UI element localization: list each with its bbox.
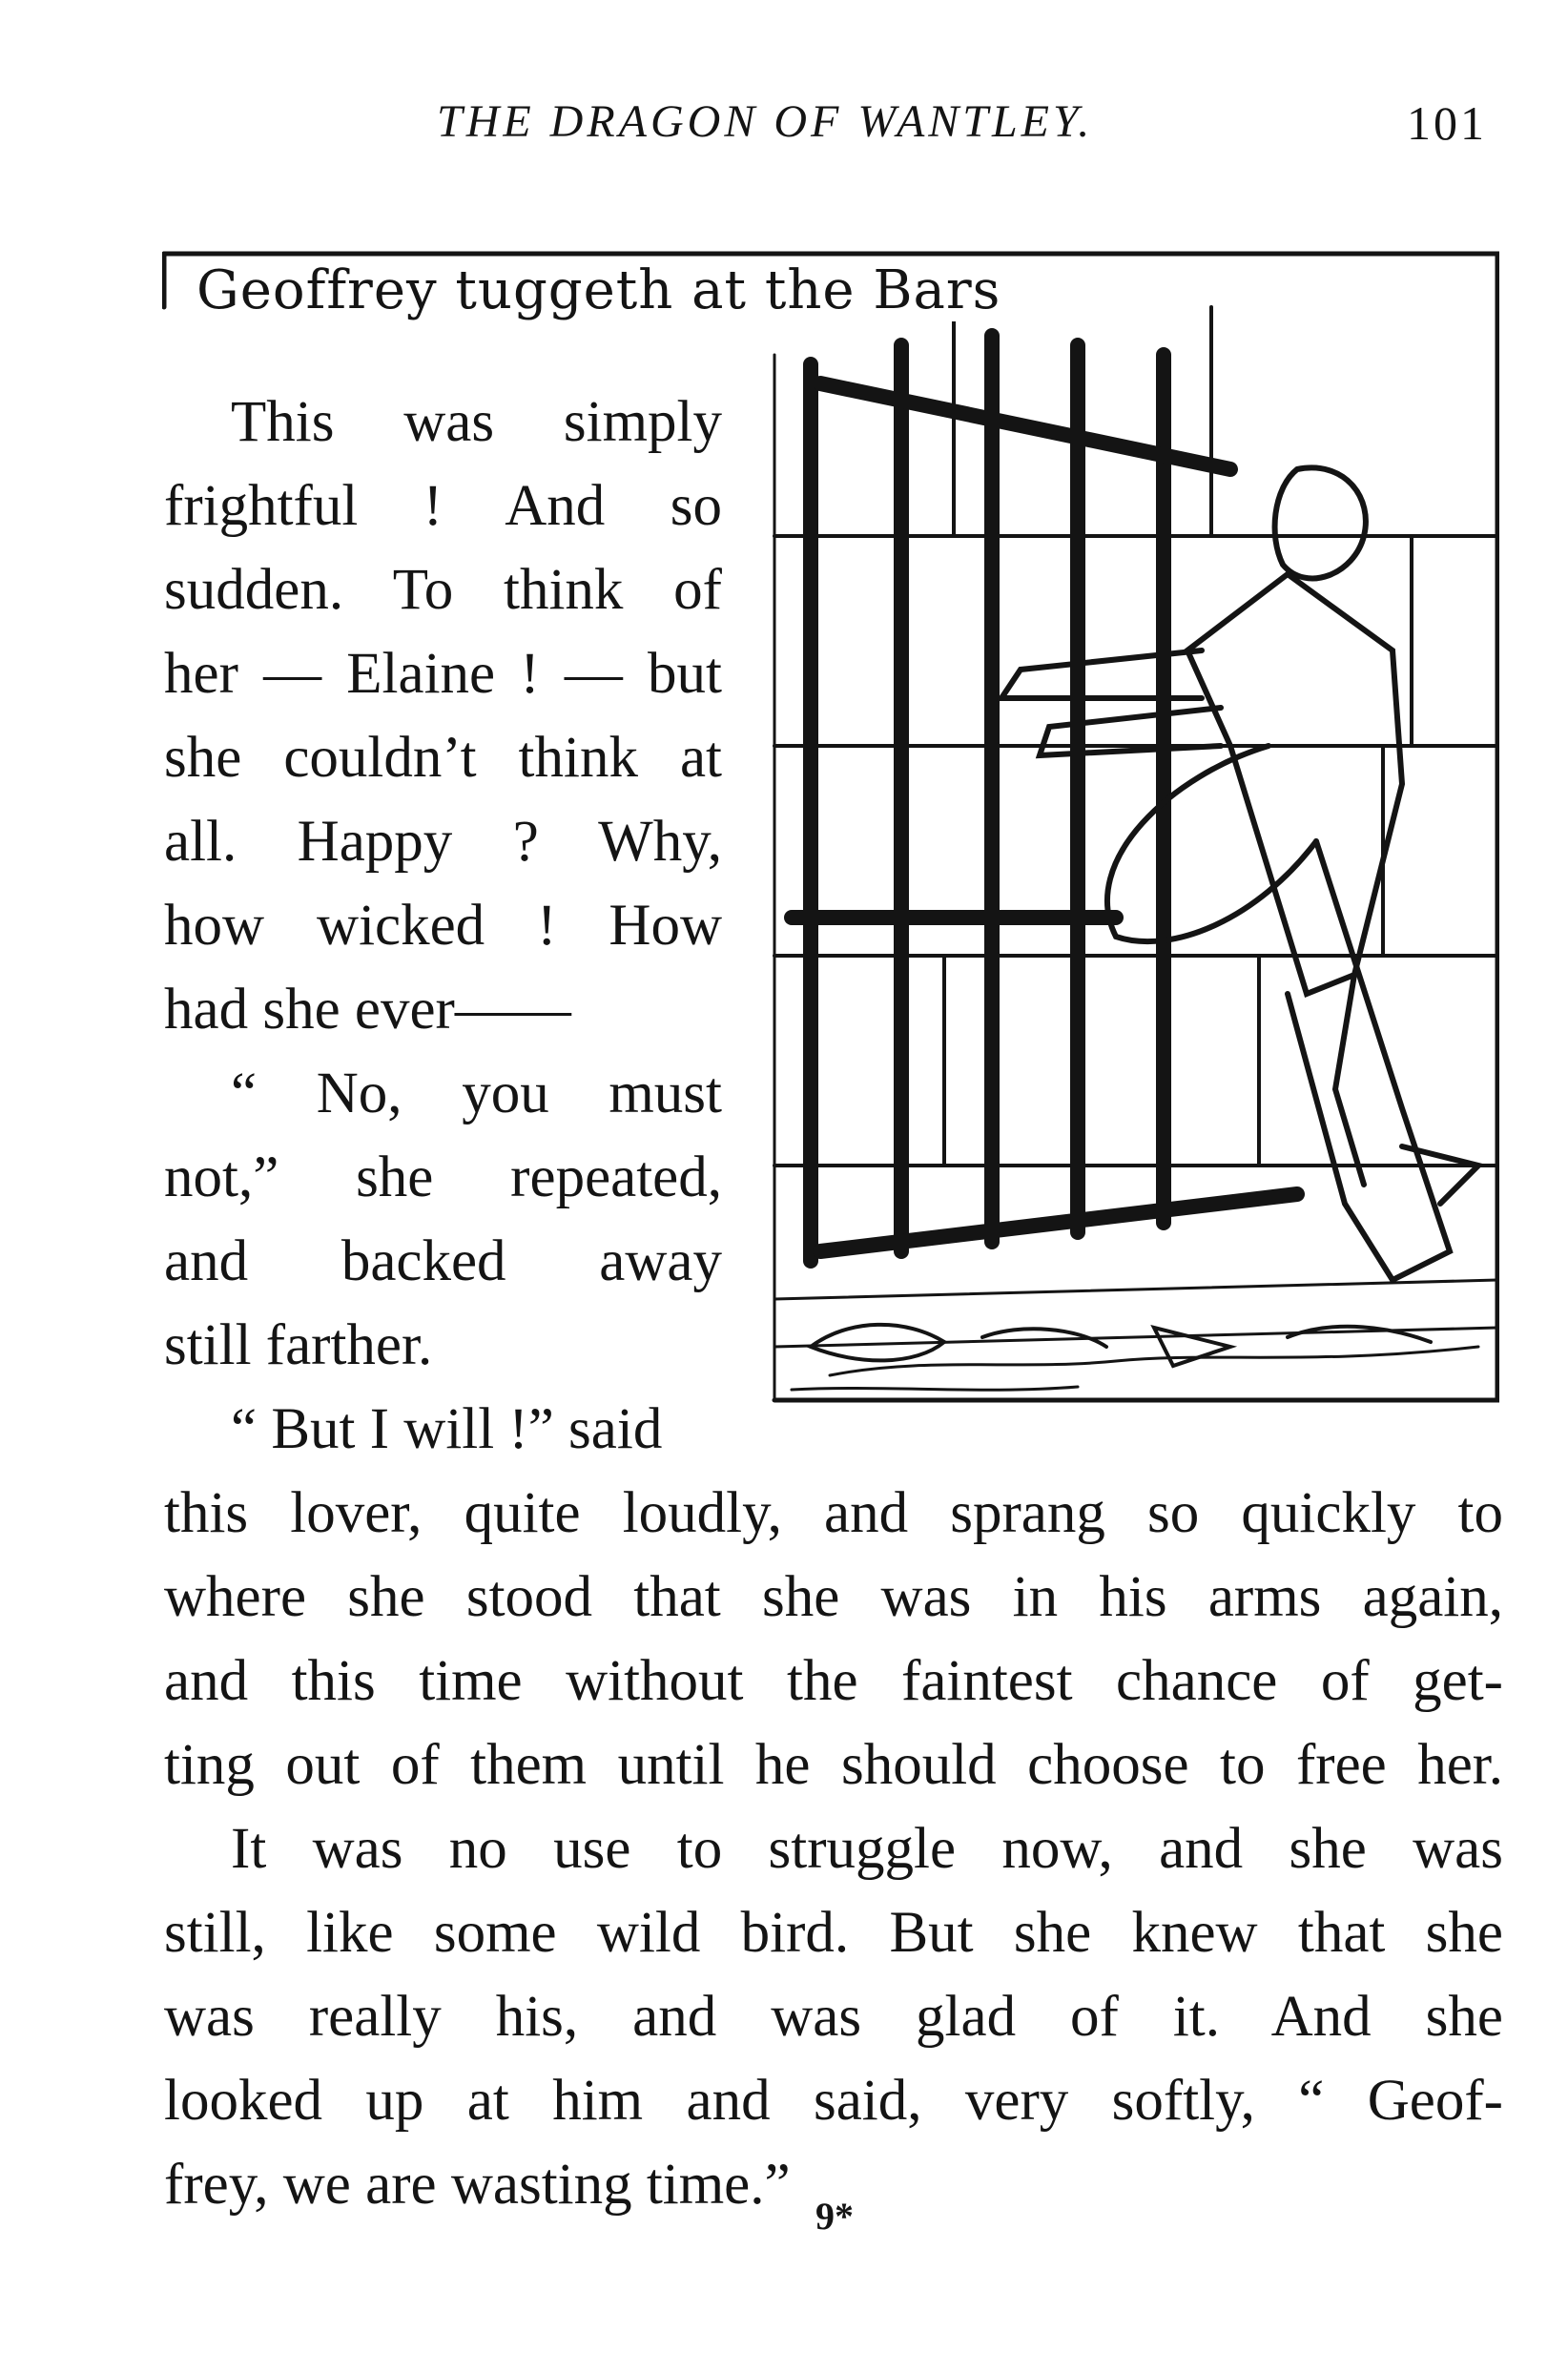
text-line: “ But I will !” said [231,1397,663,1461]
running-title: THE DRAGON OF WANTLEY. [437,96,1094,147]
text-line: still farther. [164,1313,433,1377]
signature-mark: 9* [815,2195,854,2238]
text-line: ting out of them until he should choose to free her. [164,1733,1503,1797]
page-number: 101 [1407,96,1487,150]
text-line: still, like some wild bird. But she knew that she [164,1901,1503,1965]
text-line: looked up at him and said, very softly, “ Geof- [164,2069,1503,2133]
text-line: all. Happy ? Why, [164,810,722,874]
text-line: she couldn’t think at [164,726,722,790]
text-line: not,” she repeated, [164,1145,722,1209]
stone-wall [774,307,1497,1166]
text-line: her — Elaine ! — but [164,642,722,706]
text-line: “ No, you must [231,1062,722,1125]
prison-bars [792,336,1297,1261]
text-line: had she ever—— [164,978,571,1042]
text-line: was really his, and was glad of it. And she [164,1985,1503,2049]
text-line: and backed away [164,1229,722,1293]
text-line: and this time without the faintest chance of get- [164,1649,1503,1713]
text-line: This was simply [231,390,722,454]
text-line: frightful ! And so [164,474,722,538]
text-line: how wicked ! How [164,894,722,958]
text-line: It was no use to struggle now, and she was [231,1817,1503,1881]
text-line: frey, we are wasting time.” [164,2153,791,2217]
text-line: sudden. To think of [164,558,722,622]
text-line: where she stood that she was in his arms again, [164,1565,1503,1629]
text-line: this lover, quite loudly, and sprang so quickly to [164,1481,1503,1545]
illustration-caption: Geoffrey tuggeth at the Bars [187,259,1010,321]
floor [774,1280,1497,1390]
